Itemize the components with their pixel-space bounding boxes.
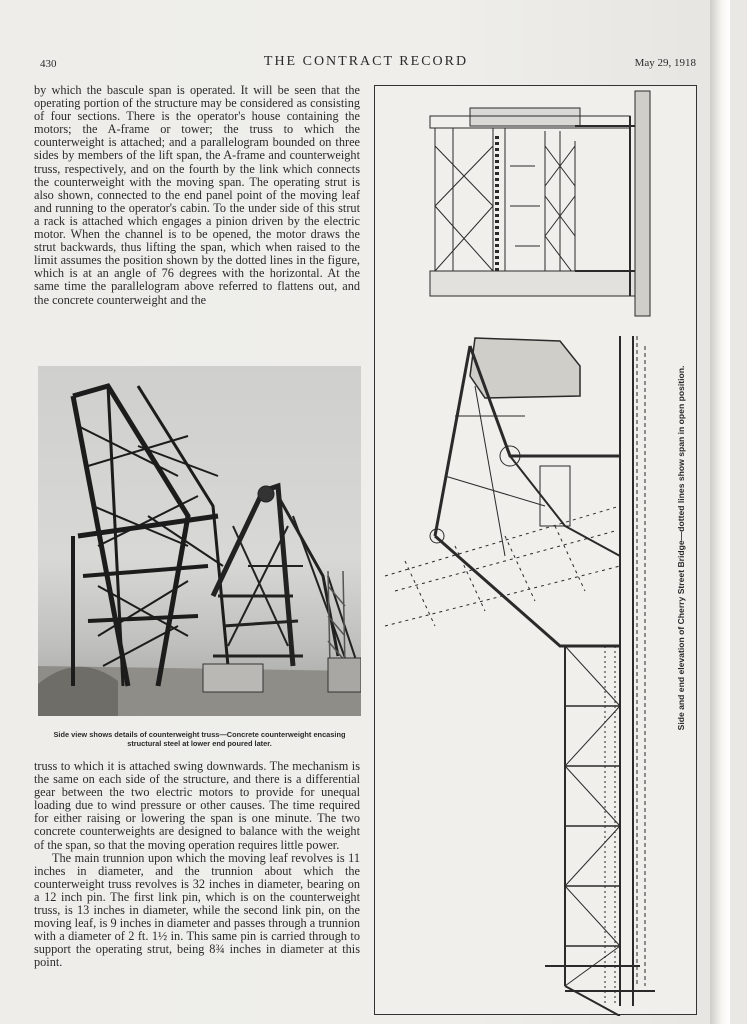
article-column-top [34,84,360,307]
paragraph-bottom-2: The main trunnion upon which the moving leaf revolves is 11 inches in diameter, and the trunnion about which the counterweight truss revolves is 32 inches in diameter, bearing on a 12 inch pin. The first link pin, which is on the counterweight truss, is 13 inches in diameter, while the second link pin, on the moving leaf, is 9 inches in diameter and passes through a trunnion with a diameter of 2 ft. 1½ in. This same pin is carried through to support the operating strut, being 8¾ inches in diameter at this point. [34,850,360,970]
bridge-photo [38,366,361,716]
elevation-drawing [375,86,698,1016]
paragraph-bottom-1: truss to which it is attached swing downwards. The mechanism is the same on each side of the structure, and there is a differential gear between the two electric motors to provide for unequal loading due to wind pressure or other causes. The time required for either raising or lowering the span is one minute. The two concrete counterweights are designed to balance with the weight of the span, so that the moving operation requires little power. [34,759,360,852]
photo-caption: Side view shows details of counterweight truss—Concrete counterweight encasing structural steel at lower end poured later. [53,730,346,748]
page-header [36,54,696,72]
issue-date: May 29, 1918 [634,57,696,69]
article-column-bottom [34,760,360,970]
page-edge [710,0,730,1024]
bridge-photo-illustration [38,366,361,716]
page-number: 430 [40,58,57,70]
bridge-elevation-drawing [374,85,697,1015]
journal-title: THE CONTRACT RECORD [263,54,469,69]
drawing-caption-text: Side and end elevation of Cherry Street Bridge—dotted lines show span in open position. [676,365,686,731]
paragraph-top: by which the bascule span is operated. It will be seen that the operating portion of the structure may be considered as consisting of four sections. There is the operator's house containing the motors; the A-frame or tower; the truss to which the counterweight is attached; and a parallelogram bounded on three sides by members of the lift span, the A-frame and counterweight truss, respectively, and on the fourth by the link which connects the counterweight with the moving span. The operating strut is also shown, connected to the end panel point of the moving leaf and running to the operator's cabin. To the under side of this strut a rack is attached which engages a pinion driven by the electric motor. When the channel is to be opened, the motor draws the strut backwards, thus lifting the span, which when raised to the limit assumes the position shown by the dotted lines in the figure, which is at an angle of 76 degrees with the horizontal. At the same time the parallelogram above referred to flattens out, and the concrete counterweight and the [34,83,360,307]
